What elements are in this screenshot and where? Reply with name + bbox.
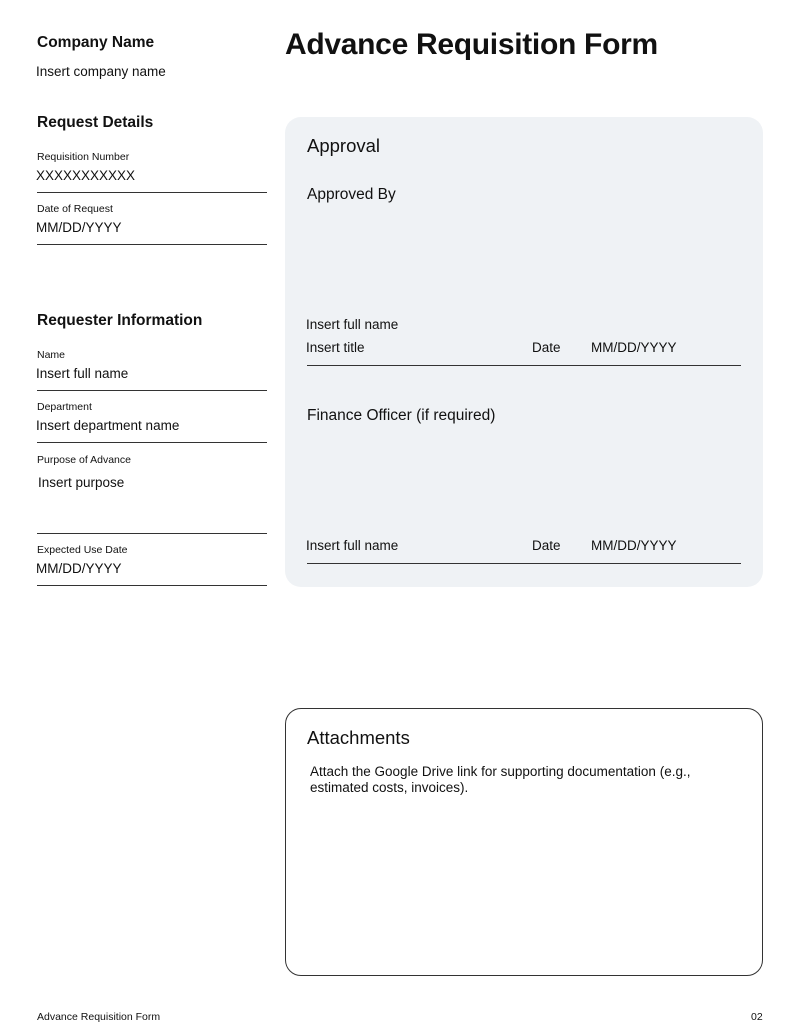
requisition-number-value[interactable]: XXXXXXXXXXX — [36, 168, 136, 183]
name-value[interactable]: Insert full name — [36, 366, 129, 381]
approved-by-label: Approved By — [307, 186, 396, 203]
expected-use-date-value[interactable]: MM/DD/YYYY — [36, 561, 122, 576]
company-name-value[interactable]: Insert company name — [36, 64, 166, 79]
department-value[interactable]: Insert department name — [36, 418, 180, 433]
finance-officer-signature-line — [307, 563, 741, 564]
purpose-field[interactable] — [37, 451, 267, 534]
date-of-request-field[interactable] — [37, 200, 267, 245]
approved-by-date-label: Date — [532, 340, 561, 355]
request-details-heading: Request Details — [37, 114, 154, 131]
footer-form-name: Advance Requisition Form — [37, 1011, 161, 1023]
approved-by-full-name[interactable]: Insert full name — [306, 317, 399, 332]
finance-officer-label: Finance Officer (if required) — [307, 407, 496, 424]
expected-use-date-label: Expected Use Date — [37, 544, 128, 556]
date-of-request-value[interactable]: MM/DD/YYYY — [36, 220, 122, 235]
page-title: Advance Requisition Form — [285, 28, 658, 61]
approval-heading: Approval — [307, 135, 381, 156]
purpose-value[interactable]: Insert purpose — [38, 475, 125, 490]
name-field[interactable] — [37, 346, 267, 391]
attachments-panel — [285, 708, 763, 976]
approved-by-title[interactable]: Insert title — [306, 340, 365, 355]
purpose-label: Purpose of Advance — [37, 454, 131, 466]
page-number: 02 — [751, 1011, 763, 1023]
approved-by-date-value[interactable]: MM/DD/YYYY — [591, 340, 677, 355]
department-label: Department — [37, 401, 92, 413]
requisition-number-label: Requisition Number — [37, 151, 130, 163]
approved-by-signature-line — [307, 365, 741, 366]
finance-officer-date-label: Date — [532, 538, 561, 553]
name-label: Name — [37, 349, 66, 361]
department-field[interactable] — [37, 398, 267, 443]
date-of-request-label: Date of Request — [37, 203, 113, 215]
company-name-heading: Company Name — [37, 34, 155, 51]
attachments-instructions[interactable]: Attach the Google Drive link for supporting documentation (e.g., estimated costs, invoices). — [310, 764, 691, 795]
requisition-number-field[interactable] — [37, 148, 267, 193]
expected-use-date-field[interactable] — [37, 541, 267, 586]
attachments-heading: Attachments — [307, 727, 410, 748]
requester-information-heading: Requester Information — [37, 312, 203, 329]
finance-officer-full-name[interactable]: Insert full name — [306, 538, 399, 553]
finance-officer-date-value[interactable]: MM/DD/YYYY — [591, 538, 677, 553]
approval-panel — [285, 117, 763, 587]
